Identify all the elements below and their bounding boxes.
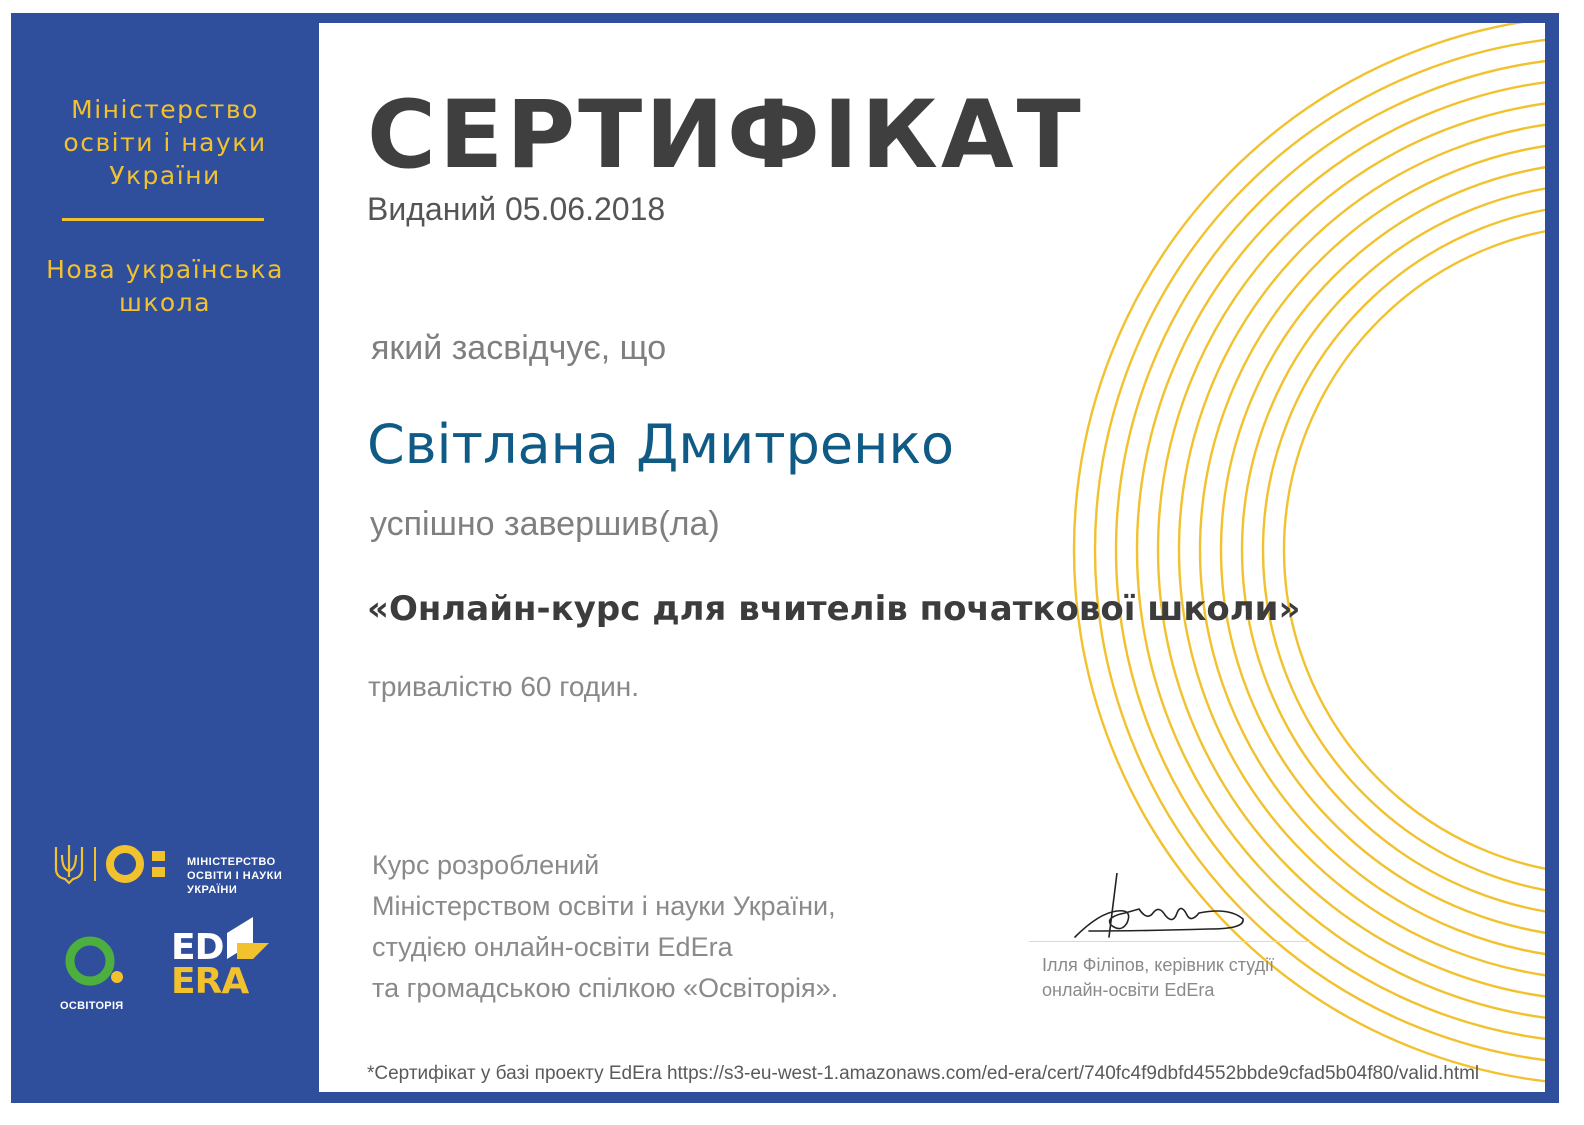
ministry-title: [11, 93, 319, 192]
certificate-title: СЕРТИФІКАТ: [367, 81, 1084, 190]
issue-date: Виданий 05.06.2018: [367, 191, 666, 227]
o-mark-icon: [110, 849, 140, 879]
program-line: Нова українська: [46, 255, 284, 284]
sidebar: [11, 13, 319, 1103]
signer-line: Ілля Філіпов, керівник студії: [1042, 955, 1275, 975]
course-name: «Онлайн-курс для вчителів початкової школи»: [367, 589, 1301, 629]
program-line: школа: [118, 288, 212, 317]
logo-separator: [94, 847, 96, 881]
ministry-line: освіти і науки: [63, 128, 267, 157]
ministry-logo-line: МІНІСТЕРСТВО: [187, 856, 276, 868]
verification-footnote: *Сертифікат у базі проекту EdEra https://s3-eu-west-1.amazonaws.com/ed-era/cert/740fc4f9dbfd4552bbde9cfad5b04f80/valid.html: [367, 1063, 1480, 1084]
edera-logo-line1: ED: [171, 927, 224, 968]
course-developers: [372, 845, 838, 1009]
osvitoria-ring-icon: [70, 941, 110, 981]
certifies-text: який засвідчує, що: [371, 329, 667, 367]
osvitoria-dot-icon: [111, 971, 123, 983]
program-title: [11, 253, 319, 319]
sidebar-divider: [62, 218, 264, 221]
osvitoria-logo: [63, 935, 135, 997]
signer-caption: [1042, 953, 1274, 1003]
signature-line: [1029, 941, 1311, 942]
course-duration: тривалістю 60 годин.: [368, 671, 640, 702]
completed-text: успішно завершив(ла): [370, 505, 720, 543]
ministry-logo-text: [187, 855, 282, 897]
signature-image: [1069, 873, 1259, 943]
trident-icon: [56, 845, 82, 883]
developers-line: Міністерством освіти і науки України,: [372, 891, 836, 921]
recipient-name: Світлана Дмитренко: [367, 413, 955, 476]
ministry-logo: [51, 841, 191, 887]
developers-line: та громадською спілкою «Освіторія».: [372, 973, 839, 1003]
developers-line: студією онлайн-освіти EdEra: [372, 932, 733, 962]
signer-line: онлайн-освіти EdEra: [1042, 980, 1215, 1000]
osvitoria-logo-text: ОСВІТОРІЯ: [60, 1000, 124, 1012]
ministry-logo-line: УКРАЇНИ: [187, 884, 238, 896]
edera-logo-line2: ERA: [171, 961, 249, 1002]
colon-mark-icon: [152, 851, 165, 861]
ministry-line: України: [109, 161, 221, 190]
developers-line: Курс розроблений: [372, 850, 600, 880]
ministry-line: Міністерство: [71, 95, 259, 124]
edera-flag-icon: [223, 913, 273, 963]
ministry-logo-line: ОСВІТИ І НАУКИ: [187, 870, 283, 882]
certificate-body: [319, 23, 1545, 1092]
